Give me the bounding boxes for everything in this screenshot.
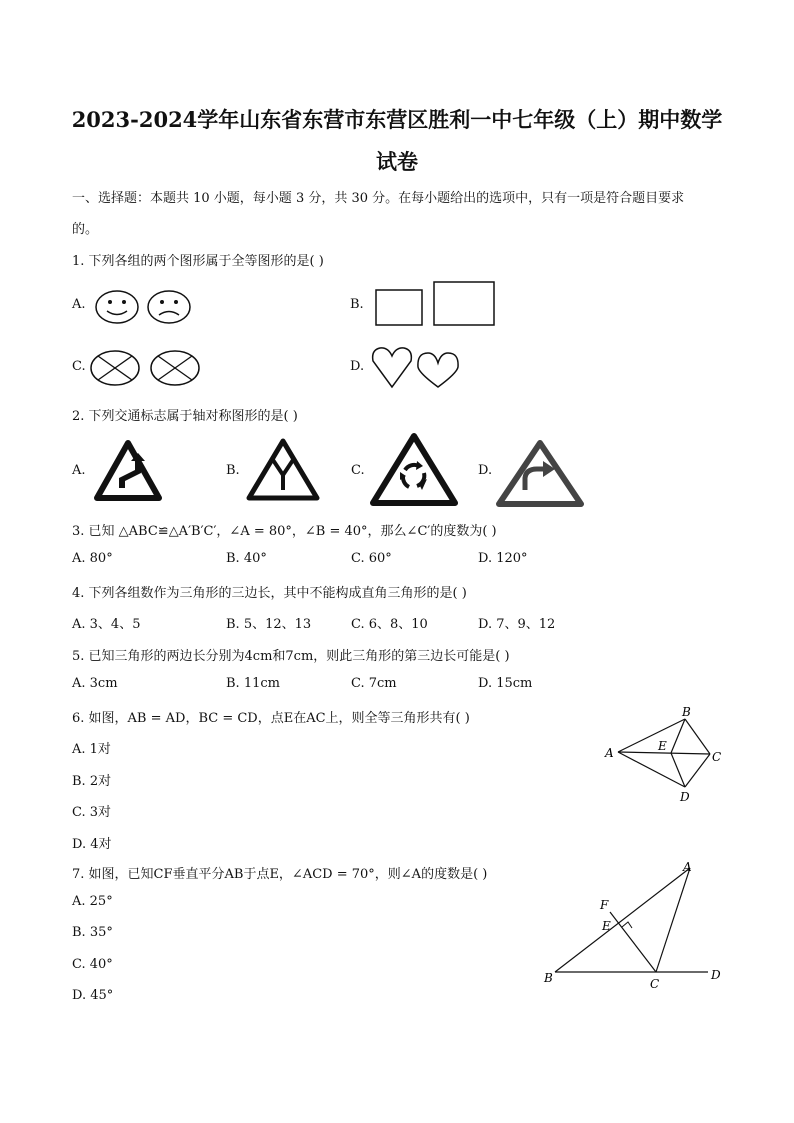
q6-kite-figure [600,702,730,807]
q7-label-d: D [711,968,721,982]
q7-option-c: C. 40° [72,957,113,972]
exam-title-line2: 试卷 [376,149,418,174]
q6-label-b: B [682,705,691,719]
q2-option-d-turn-sign [495,440,585,508]
q6-label-d: D [680,790,690,804]
q2-option-c-roundabout-sign [369,433,459,507]
question-1-stem: 1. 下列各组的两个图形属于全等图形的是( ) [72,254,324,269]
q7-label-a: A [683,860,692,874]
q6-label-e: E [658,739,667,753]
q1-option-a-label: A. [72,297,86,312]
q6-option-d: D. 4对 [72,837,112,852]
question-6-stem: 6. 如图，AB = AD，BC = CD，点E在AC上，则全等三角形共有( ) [72,711,470,726]
q1-option-a-smiley-faces [92,287,192,327]
question-5-stem: 5. 已知三角形的两边长分别为4cm和7cm，则此三角形的第三边长可能是( ) [72,649,510,664]
q5-option-d: D. 15cm [478,676,533,691]
q3-option-b: B. 40° [226,551,267,566]
q7-label-c: C [650,977,660,991]
q6-option-a: A. 1对 [72,742,111,757]
q2-option-a-curve-sign [93,440,163,502]
q4-option-a: A. 3、4、5 [72,617,141,632]
q1-option-d-hearts [370,345,465,391]
q3-option-c: C. 60° [351,551,392,566]
section-header-line1: 一、选择题：本题共 10 小题，每小题 3 分，共 30 分。在每小题给出的选项中，只有一项是符合题目要求 [72,191,685,206]
question-3-stem: 3. 已知 △ABC≌△A′B′C′，∠A = 80°，∠B = 40°，那么∠C′的度数为( ) [72,524,497,539]
q7-label-f: F [600,898,609,912]
q1-option-c-ellipses-with-cross [89,349,204,389]
q4-option-d: D. 7、9、12 [478,617,556,632]
q5-option-b: B. 11cm [226,676,280,691]
question-7-stem: 7. 如图，已知CF垂直平分AB于点E，∠ACD = 70°，则∠A的度数是( ) [72,867,488,882]
section-header-line2: 的。 [72,222,99,237]
question-2-stem: 2. 下列交通标志属于轴对称图形的是( ) [72,409,298,424]
q2-option-a-label: A. [72,463,86,478]
question-4-stem: 4. 下列各组数作为三角形的三边长，其中不能构成直角三角形的是( ) [72,586,467,601]
q7-option-a: A. 25° [72,894,113,909]
exam-title-line1: 2023-2024学年山东省东营市东营区胜利一中七年级（上）期中数学 [71,107,723,132]
q2-option-b-label: B. [226,463,240,478]
q4-option-b: B. 5、12、13 [226,617,312,632]
q2-option-c-label: C. [351,463,365,478]
q2-option-d-label: D. [478,463,493,478]
q4-option-c: C. 6、8、10 [351,617,428,632]
q1-option-b-rectangles [374,280,499,330]
q1-option-b-label: B. [350,297,364,312]
q1-option-c-label: C. [72,359,86,374]
q5-option-c: C. 7cm [351,676,397,691]
q3-option-a: A. 80° [72,551,113,566]
q6-label-a: A [605,746,614,760]
q7-label-b: B [544,971,553,985]
q6-option-c: C. 3对 [72,805,112,820]
q6-option-b: B. 2对 [72,774,112,789]
q2-option-b-y-junction-sign [245,438,321,502]
q7-option-d: D. 45° [72,988,114,1003]
q5-option-a: A. 3cm [72,676,118,691]
q3-option-d: D. 120° [478,551,528,566]
q7-option-b: B. 35° [72,925,113,940]
q6-label-c: C [712,750,722,764]
q7-triangle-figure [540,858,730,993]
q1-option-d-label: D. [350,359,365,374]
q7-label-e: E [602,919,611,933]
